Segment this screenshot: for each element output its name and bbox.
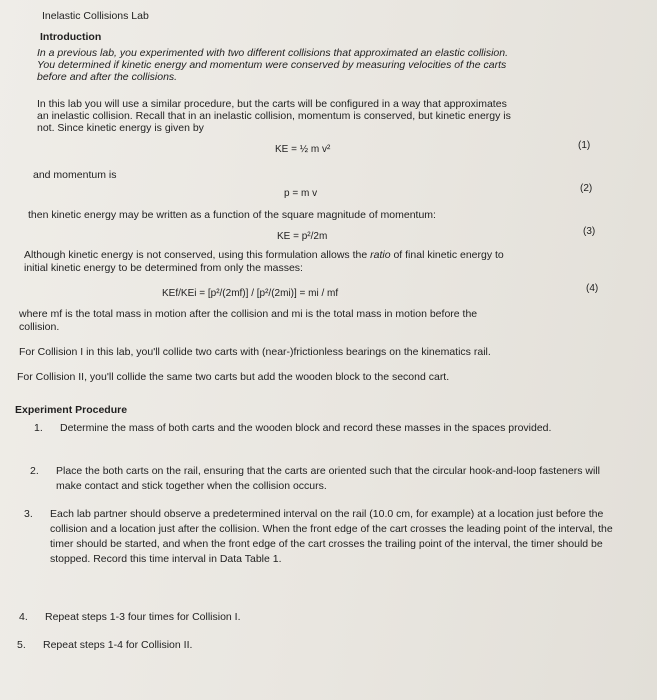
intro-p5-line1: where mf is the total mass in motion after the collision and mi is the total mass in motion before the — [19, 308, 478, 320]
intro-p3: then kinetic energy may be written as a function of the square magnitude of momentum: — [28, 209, 436, 221]
intro-p1-line2: You determined if kinetic energy and momentum were conserved by measuring velocities of the carts — [37, 59, 507, 71]
collision-2-text: For Collision II, you'll collide the same two carts but add the wooden block to the second cart. — [17, 371, 450, 383]
intro-p2-line3: not. Since kinetic energy is given by — [37, 122, 204, 134]
intro-p1-line3: before and after the collisions. — [37, 71, 178, 83]
equation-4-number: (4) — [586, 283, 599, 294]
collision-1-text: For Collision I in this lab, you'll collide two carts with (near-)frictionless bearings on the kinematics rail. — [19, 346, 491, 358]
step-text: Repeat steps 1-4 for Collision II. — [43, 639, 193, 651]
step-number: 2. — [30, 465, 39, 477]
procedure-step-2 — [30, 464, 626, 496]
step-number: 4. — [19, 611, 28, 623]
step-number: 5. — [17, 639, 26, 651]
intro-p2-line2: an inelastic collision. Recall that in an inelastic collision, momentum is conserved, but kinetic energy is — [37, 110, 511, 122]
ratio-emphasis: ratio — [370, 249, 391, 261]
procedure-step-5 — [17, 638, 617, 654]
procedure-step-1 — [34, 421, 624, 453]
equation-2: p = m v — [284, 188, 318, 199]
intro-p1-line1: In a previous lab, you experimented with two different collisions that approximated an elastic collision. — [37, 47, 508, 59]
step-number: 3. — [24, 508, 33, 520]
equation-3: KE = p²/2m — [277, 231, 328, 242]
procedure-heading: Experiment Procedure — [15, 404, 128, 416]
lab-title: Inelastic Collisions Lab — [42, 10, 149, 22]
introduction-heading: Introduction — [40, 31, 102, 43]
procedure-step-3 — [24, 507, 627, 597]
step-text: Repeat steps 1-3 four times for Collision I. — [45, 611, 241, 623]
intro-p4-line1: Although kinetic energy is not conserved, using this formulation allows the ratio of final kinetic energy to — [24, 249, 504, 261]
equation-1-number: (1) — [578, 140, 591, 151]
step-text: Each lab partner should observe a predetermined interval on the rail (10.0 cm, for example) at a location just before the collision and a location just after the collision. When the front edge of the cart crosses the leading point of the interval, the timer should be started, and when the front edge of the cart crosses the trailing point of the interval, the timer should be stopped. Record this time interval in Data Table 1. — [50, 508, 613, 565]
equation-1: KE = ½ m v² — [275, 144, 331, 155]
step-text: Place the both carts on the rail, ensuring that the carts are oriented such that the circular hook-and-loop fasteners will make contact and stick together when the collision occurs. — [56, 465, 600, 492]
momentum-text: and momentum is — [33, 169, 117, 181]
step-text: Determine the mass of both carts and the wooden block and record these masses in the spaces provided. — [60, 422, 552, 434]
equation-2-number: (2) — [580, 183, 593, 194]
intro-p5-line2: collision. — [19, 321, 60, 333]
intro-p4-line2: initial kinetic energy to be determined from only the masses: — [24, 262, 303, 274]
procedure-step-4 — [19, 610, 619, 626]
intro-p2-line1: In this lab you will use a similar procedure, but the carts will be configured in a way that approximates — [37, 98, 507, 110]
equation-4: KEf/KEi = [p²/(2mf)] / [p²/(2mi)] = mi / mf — [162, 288, 339, 299]
step-number: 1. — [34, 422, 43, 434]
equation-3-number: (3) — [583, 226, 596, 237]
